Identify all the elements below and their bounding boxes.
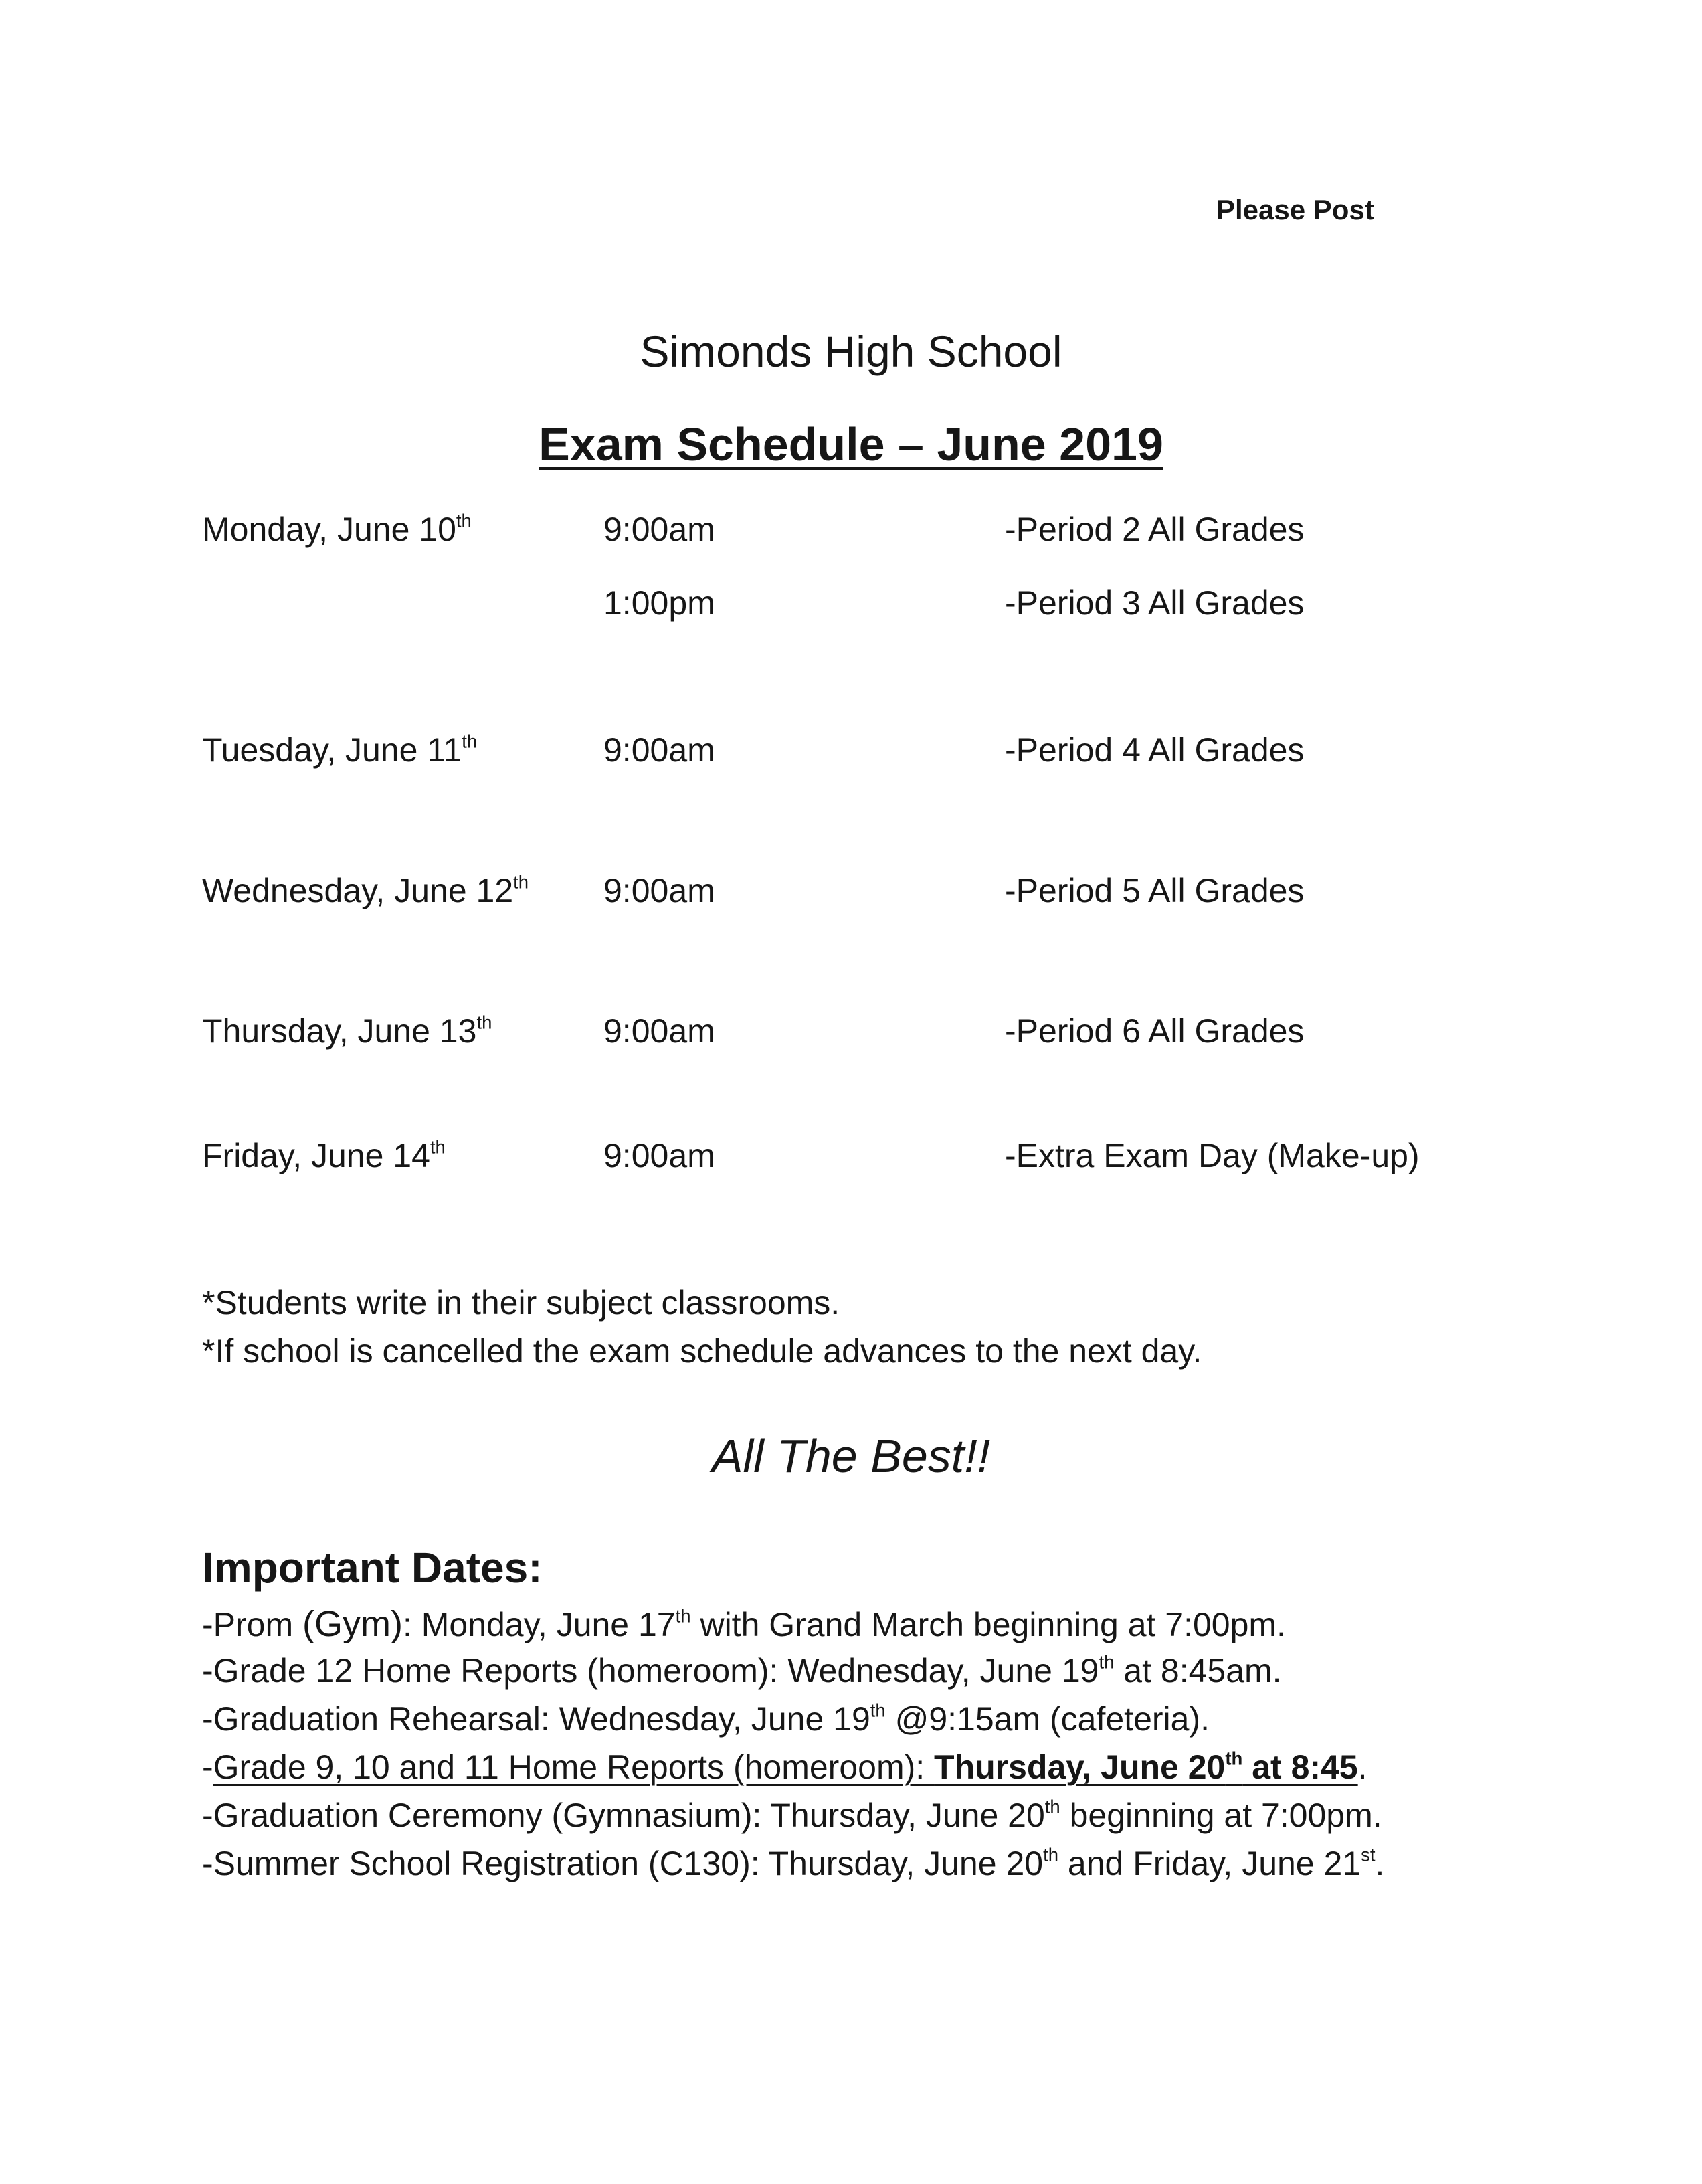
schedule-time: 1:00pm [603, 584, 715, 622]
date-item-summer-school [202, 1844, 1384, 1883]
day-suffix: th [1043, 1844, 1058, 1865]
please-post-note: Please Post [1216, 194, 1374, 225]
schedule-day-text: Monday, June 10 [202, 511, 456, 548]
day-suffix: th [462, 731, 478, 752]
date-item-prom [202, 1603, 1286, 1645]
closing-message: All The Best!! [711, 1430, 991, 1482]
day-suffix: th [870, 1700, 886, 1721]
date-text: with Grand March beginning at 7:00pm. [690, 1606, 1286, 1643]
day-suffix: th [1225, 1748, 1243, 1769]
schedule-day [202, 1012, 492, 1051]
note-classrooms: *Students write in their subject classrooms. [202, 1284, 840, 1322]
day-suffix: th [1044, 1796, 1060, 1817]
date-item-graduation-ceremony [202, 1796, 1382, 1835]
important-dates-heading: Important Dates: [202, 1544, 543, 1592]
schedule-description: -Period 6 All Grades [1005, 1012, 1305, 1050]
schedule-description: -Period 5 All Grades [1005, 872, 1305, 909]
date-text: . [1357, 1748, 1367, 1786]
school-name: Simonds High School [640, 327, 1062, 376]
day-suffix: th [430, 1136, 446, 1158]
schedule-time: 9:00am [603, 1012, 715, 1050]
page-title [0, 418, 1702, 471]
date-item-grade9-11-reports [202, 1748, 1367, 1787]
date-text-bold: at 8:45 [1242, 1748, 1358, 1786]
schedule-row [0, 871, 1702, 918]
schedule-day [202, 1136, 446, 1175]
date-text: - [202, 1748, 213, 1786]
day-suffix: th [1099, 1651, 1115, 1673]
schedule-day-text: Tuesday, June 11 [202, 731, 462, 769]
schedule-row [0, 731, 1702, 778]
date-text: -Graduation Rehearsal: Wednesday, June 19 [202, 1700, 870, 1738]
day-suffix: th [675, 1605, 691, 1627]
schedule-row [0, 1136, 1702, 1183]
date-text: -Graduation Ceremony (Gymnasium): Thursday, June 20 [202, 1797, 1045, 1834]
schedule-day-text: Wednesday, June 12 [202, 872, 514, 909]
date-text: beginning at 7:00pm. [1060, 1797, 1382, 1834]
date-text: and Friday, June 21 [1058, 1845, 1361, 1882]
schedule-row [0, 583, 1702, 630]
title-text: Exam Schedule – June 2019 [539, 418, 1163, 470]
date-text: at 8:45am. [1114, 1652, 1282, 1690]
date-text: -Summer School Registration (C130): Thursday, June 20 [202, 1845, 1044, 1882]
note-cancellation: *If school is cancelled the exam schedule advances to the next day. [202, 1332, 1202, 1370]
day-suffix: st [1361, 1844, 1376, 1865]
schedule-row [0, 1012, 1702, 1059]
schedule-day-text: Thursday, June 13 [202, 1012, 477, 1050]
day-suffix: th [456, 510, 472, 531]
schedule-time: 9:00am [603, 731, 715, 769]
date-text: @9:15am (cafeteria). [885, 1700, 1210, 1738]
date-text: -Grade 12 Home Reports (homeroom): Wednesday, June 19 [202, 1652, 1099, 1690]
schedule-time: 9:00am [603, 511, 715, 548]
date-text-bold: Thursday, June 20 [934, 1748, 1226, 1786]
date-text: -Prom [202, 1606, 302, 1643]
schedule-description: -Period 2 All Grades [1005, 511, 1305, 548]
date-text: . [1375, 1845, 1385, 1882]
date-text-gym: (Gym) [302, 1604, 403, 1644]
date-item-graduation-rehearsal [202, 1700, 1210, 1738]
schedule-row [0, 510, 1702, 557]
schedule-day [202, 871, 529, 910]
day-suffix: th [513, 871, 529, 893]
day-suffix: th [476, 1012, 492, 1033]
schedule-description: -Period 4 All Grades [1005, 731, 1305, 769]
schedule-day [202, 510, 472, 549]
schedule-description: -Extra Exam Day (Make-up) [1005, 1137, 1420, 1174]
date-item-grade12-reports [202, 1651, 1282, 1690]
schedule-description: -Period 3 All Grades [1005, 584, 1305, 622]
schedule-day [202, 731, 477, 769]
underlined-text [213, 1748, 1358, 1786]
date-text: : Monday, June 17 [402, 1606, 676, 1643]
schedule-day-text: Friday, June 14 [202, 1137, 430, 1174]
schedule-time: 9:00am [603, 872, 715, 909]
date-text: Grade 9, 10 and 11 Home Reports (homeroom): [213, 1748, 935, 1786]
schedule-time: 9:00am [603, 1137, 715, 1174]
